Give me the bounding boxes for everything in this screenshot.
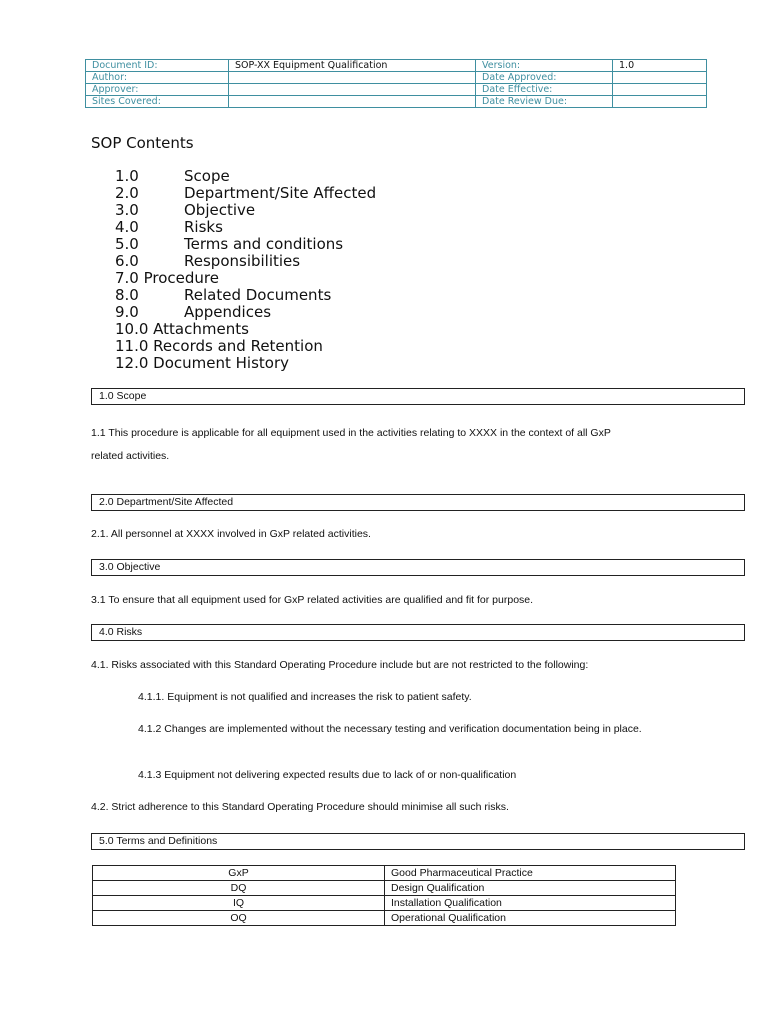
- header-row: [86, 84, 707, 96]
- table-row: [93, 911, 676, 926]
- toc-label: 7.0 Procedure: [115, 269, 219, 287]
- section-heading-terms: 5.0 Terms and Definitions: [91, 833, 745, 850]
- section-heading-department: 2.0 Department/Site Affected: [91, 494, 745, 511]
- toc-item[interactable]: [115, 202, 376, 219]
- toc-number: 9.0: [115, 303, 139, 321]
- toc-label: 11.0 Records and Retention: [115, 337, 323, 355]
- header-value: [229, 72, 476, 84]
- scope-paragraph-line: related activities.: [91, 450, 170, 462]
- scope-paragraph-line: 1.1 This procedure is applicable for all equipment used in the activities relating to XXXX in the context of all GxP: [91, 427, 611, 439]
- header-value: [613, 96, 707, 108]
- toc-item[interactable]: [115, 219, 376, 236]
- terms-table: [92, 865, 676, 926]
- toc-label: Terms and conditions: [184, 235, 344, 253]
- header-value: [229, 96, 476, 108]
- toc-label: Department/Site Affected: [184, 184, 377, 202]
- toc-label: 12.0 Document History: [115, 354, 290, 372]
- term-abbreviation: OQ: [93, 911, 385, 926]
- toc-number: 8.0: [115, 286, 139, 304]
- contents-title: SOP Contents: [91, 134, 194, 152]
- toc-number: 2.0: [115, 184, 139, 202]
- term-definition: Operational Qualification: [385, 911, 676, 926]
- header-label: Sites Covered:: [86, 96, 229, 108]
- toc-item[interactable]: [115, 287, 376, 304]
- header-row: [86, 60, 707, 72]
- toc-label: Risks: [184, 218, 223, 236]
- toc-item[interactable]: [115, 304, 376, 321]
- toc-label: Related Documents: [184, 286, 332, 304]
- toc-number: 5.0: [115, 235, 139, 253]
- header-value: SOP-XX Equipment Qualification: [229, 60, 476, 72]
- header-value: [229, 84, 476, 96]
- term-abbreviation: IQ: [93, 896, 385, 911]
- term-definition: Installation Qualification: [385, 896, 676, 911]
- header-label: Date Review Due:: [476, 96, 613, 108]
- header-label: Date Effective:: [476, 84, 613, 96]
- toc-number: 1.0: [115, 167, 139, 185]
- section-heading-scope: 1.0 Scope: [91, 388, 745, 405]
- toc-label: Scope: [184, 167, 230, 185]
- table-row: [93, 881, 676, 896]
- header-value: [613, 72, 707, 84]
- term-definition: Good Pharmaceutical Practice: [385, 866, 676, 881]
- toc-label: Objective: [184, 201, 256, 219]
- risks-subitem: 4.1.2 Changes are implemented without the necessary testing and verification documentation being in place.: [138, 723, 642, 735]
- toc-label: Responsibilities: [184, 252, 301, 270]
- header-label: Date Approved:: [476, 72, 613, 84]
- term-abbreviation: DQ: [93, 881, 385, 896]
- risks-subitem: 4.1.3 Equipment not delivering expected results due to lack of or non-qualification: [138, 769, 517, 781]
- risks-subitem: 4.1.1. Equipment is not qualified and increases the risk to patient safety.: [138, 691, 472, 703]
- toc-number: 6.0: [115, 252, 139, 270]
- risks-paragraph: 4.1. Risks associated with this Standard Operating Procedure include but are not restricted to the following:: [91, 659, 589, 671]
- header-label: Version:: [476, 60, 613, 72]
- document-header-table: [85, 59, 707, 108]
- header-label: Author:: [86, 72, 229, 84]
- toc-item[interactable]: [115, 355, 376, 372]
- header-row: [86, 72, 707, 84]
- toc-item[interactable]: [115, 168, 376, 185]
- toc-item[interactable]: [115, 321, 376, 338]
- header-value: [613, 84, 707, 96]
- header-label: Approver:: [86, 84, 229, 96]
- header-label: Document ID:: [86, 60, 229, 72]
- toc-item[interactable]: [115, 270, 376, 287]
- section-heading-risks: 4.0 Risks: [91, 624, 745, 641]
- term-definition: Design Qualification: [385, 881, 676, 896]
- table-of-contents: [115, 168, 376, 372]
- toc-label: Appendices: [184, 303, 272, 321]
- table-row: [93, 866, 676, 881]
- risks-paragraph: 4.2. Strict adherence to this Standard Operating Procedure should minimise all such risks.: [91, 801, 509, 813]
- toc-item[interactable]: [115, 253, 376, 270]
- toc-item[interactable]: [115, 338, 376, 355]
- toc-number: 4.0: [115, 218, 139, 236]
- header-row: [86, 96, 707, 108]
- department-paragraph: 2.1. All personnel at XXXX involved in GxP related activities.: [91, 528, 371, 540]
- toc-number: 3.0: [115, 201, 139, 219]
- toc-item[interactable]: [115, 236, 376, 253]
- toc-item[interactable]: [115, 185, 376, 202]
- section-heading-objective: 3.0 Objective: [91, 559, 745, 576]
- header-value: 1.0: [613, 60, 707, 72]
- toc-label: 10.0 Attachments: [115, 320, 249, 338]
- table-row: [93, 896, 676, 911]
- term-abbreviation: GxP: [93, 866, 385, 881]
- objective-paragraph: 3.1 To ensure that all equipment used for GxP related activities are qualified and fit for purpose.: [91, 594, 534, 606]
